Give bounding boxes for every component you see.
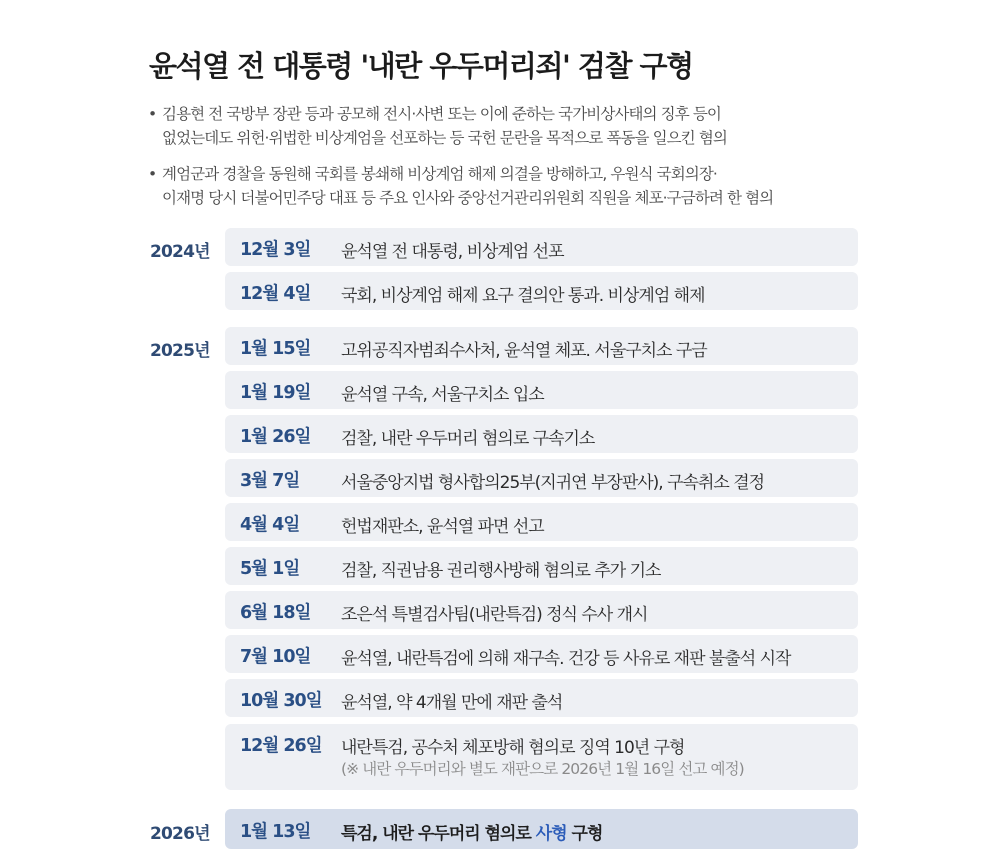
- event-description: 검찰, 직권남용 권리행사방해 혐의로 추가 기소: [341, 561, 661, 581]
- timeline-row: [225, 635, 858, 673]
- page-title: 윤석열 전 대통령 '내란 우두머리죄' 검찰 구형: [149, 49, 693, 83]
- event-note: (※ 내란 우두머리와 별도 재판으로 2026년 1월 16일 선고 예정): [341, 760, 744, 778]
- event-date: 1월 19일: [240, 383, 311, 403]
- event-description: 윤석열, 내란특검에 의해 재구속. 건강 등 사유로 재판 불출석 시작: [341, 649, 791, 669]
- year-label-2026: 2026년: [150, 824, 210, 844]
- timeline-row: [225, 415, 858, 453]
- event-description: 검찰, 내란 우두머리 혐의로 구속기소: [341, 429, 595, 449]
- timeline-row: [225, 503, 858, 541]
- timeline-row-highlight: [225, 809, 858, 849]
- timeline-row: [225, 547, 858, 585]
- event-description: 내란특검, 공수처 체포방해 혐의로 징역 10년 구형: [341, 738, 685, 758]
- bullet-dot: •: [148, 165, 157, 183]
- event-date: 5월 1일: [240, 559, 300, 579]
- bullet-line: 없었는데도 위헌·위법한 비상계엄을 선포하는 등 국헌 문란을 목적으로 폭동을 일으킨 혐의: [162, 129, 728, 147]
- bullet-line: 계엄군과 경찰을 동원해 국회를 봉쇄해 비상계엄 해제 의결을 방해하고, 우원식 국회의장·: [162, 165, 717, 183]
- event-date: 10월 30일: [240, 691, 322, 711]
- bullet-dot: •: [148, 105, 157, 123]
- bullet-line: 김용현 전 국방부 장관 등과 공모해 전시·사변 또는 이에 준하는 국가비상사태의 징후 등이: [162, 105, 721, 123]
- event-date: 12월 3일: [240, 240, 311, 260]
- timeline-row: [225, 327, 858, 365]
- event-description: 조은석 특별검사팀(내란특검) 정식 수사 개시: [341, 605, 648, 625]
- bullet-line: 이재명 당시 더불어민주당 대표 등 주요 인사와 중앙선거관리위원회 직원을 체포·구금하려 한 혐의: [162, 189, 774, 207]
- timeline-row: [225, 228, 858, 266]
- timeline-row: [225, 459, 858, 497]
- event-date: 1월 15일: [240, 339, 311, 359]
- year-label-2025: 2025년: [150, 341, 210, 361]
- event-date: 1월 26일: [240, 427, 311, 447]
- timeline-row: [225, 371, 858, 409]
- event-description: [341, 819, 602, 844]
- event-description: 서울중앙지법 형사합의25부(지귀연 부장판사), 구속취소 결정: [341, 473, 765, 493]
- timeline-row: [225, 591, 858, 629]
- event-date: 12월 4일: [240, 284, 311, 304]
- event-description: 윤석열, 약 4개월 만에 재판 출석: [341, 693, 563, 713]
- year-label-2024: 2024년: [150, 242, 210, 262]
- event-date: 3월 7일: [240, 471, 300, 491]
- sentence-highlight: 사형: [535, 824, 567, 844]
- event-description-pre: 특검, 내란 우두머리 혐의로: [341, 824, 536, 844]
- event-description: 국회, 비상계엄 해제 요구 결의안 통과. 비상계엄 해제: [341, 286, 705, 306]
- event-date: 1월 13일: [240, 822, 311, 842]
- charge-bullet-2: [148, 162, 878, 210]
- event-date: 7월 10일: [240, 647, 311, 667]
- charge-bullet-1: [148, 102, 878, 150]
- timeline-row: [225, 724, 858, 790]
- timeline-row: [225, 272, 858, 310]
- event-description-post: 구형: [566, 824, 603, 844]
- event-description: 윤석열 구속, 서울구치소 입소: [341, 385, 544, 405]
- event-description: 헌법재판소, 윤석열 파면 선고: [341, 517, 544, 537]
- event-date: 12월 26일: [240, 736, 322, 756]
- event-date: 6월 18일: [240, 603, 311, 623]
- event-description: 윤석열 전 대통령, 비상계엄 선포: [341, 242, 564, 262]
- timeline-row: [225, 679, 858, 717]
- event-description: 고위공직자범죄수사처, 윤석열 체포. 서울구치소 구금: [341, 341, 707, 361]
- event-date: 4월 4일: [240, 515, 300, 535]
